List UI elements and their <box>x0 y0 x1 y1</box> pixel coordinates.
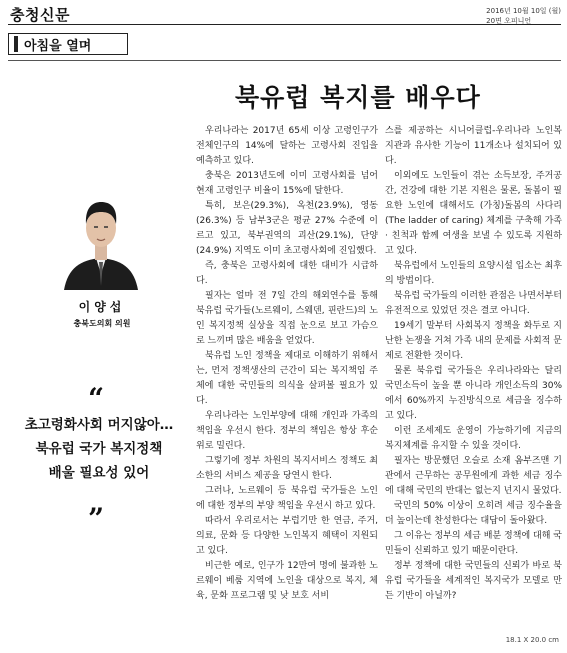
paragraph: 충북은 2013년도에 이미 고령사회를 넘어 현재 고령인구 비율이 15%에 달한다. <box>196 171 378 196</box>
paragraph: 그렇기에 정부 차원의 복지서비스 정책도 최소한의 서비스 제공을 당연시 한다. <box>196 456 378 481</box>
paragraph: 북유럽에서 노인들의 요양시설 입소는 최후의 방법이다. <box>385 261 562 286</box>
pullquote-line: 배울 필요성 있어 <box>48 465 150 481</box>
paragraph: 그러나, 노르웨이 등 북유럽 국가들은 노인에 대한 정부의 부양 책임을 우선시 하고 있다. <box>196 486 378 511</box>
paragraph: 북유럽 국가들의 이러한 관점은 나면서부터 유전적으로 있었던 것은 결코 아니다. <box>385 291 562 316</box>
article-column-1 <box>196 124 378 604</box>
paragraph: 특히, 보은(29.3%), 옥천(23.9%), 영동(26.3%) 등 남부3군은 평균 27% 수준에 이르고 있고, 북부권역의 괴산(29.1%), 단양(24.9%) 지역도 이미 초고령사회에 진입했다. <box>196 201 378 256</box>
paragraph: 북유럽 노인 정책을 제대로 이해하기 위해서는, 먼저 정책생산의 근간이 되는 복지책임 주체에 대한 국민들의 의식을 살펴볼 필요가 있다. <box>196 351 378 406</box>
headline: 북유럽 복지를 배우다 <box>235 83 481 112</box>
pullquote-line: 북유럽 국가 복지정책 <box>35 441 163 457</box>
top-rule <box>8 24 561 25</box>
page-section: 20면 오피니언 <box>486 17 532 25</box>
author-title: 충북도의회 의원 <box>73 319 131 328</box>
paragraph: 필자는 방문했던 오슬로 소재 옴부즈맨 기관에서 근무하는 공무원에게 과한 세금 징수에 대해 국민의 반대는 없는지 넌지시 물었다. <box>385 456 562 496</box>
author-name: 이양섭 <box>78 300 126 314</box>
pullquote <box>14 413 184 485</box>
author-photo <box>60 190 142 290</box>
issue-date: 2016년 10월 10일 (월) <box>486 7 561 15</box>
paragraph: 따라서 우리로서는 부럽기만 한 연금, 주거, 의료, 문화 등 다양한 노인복지 혜택이 지원되고 있다. <box>196 516 378 556</box>
paragraph-continued: 스를 제공하는 시니어클럽-우리나라 노인복지관과 유사한 기능이 11개소나 설치되어 있다. <box>385 126 562 166</box>
paragraph: 비근한 예로, 인구가 12만여 명에 불과한 노르웨이 베룸 지역에 노인을 대상으로 복지, 체육, 문화 프로그램 및 낮 보호 서비 <box>196 561 378 601</box>
paragraph: 즉, 충북은 고령사회에 대한 대비가 시급하다. <box>196 261 378 286</box>
paragraph: 그 이유는 정부의 세금 배분 정책에 대해 국민들이 신뢰하고 있기 때문이란다. <box>385 531 562 556</box>
section-rule <box>8 60 561 61</box>
column-label-bar <box>14 36 18 52</box>
quote-close-mark: ” <box>88 502 105 535</box>
dateline <box>486 6 561 26</box>
newspaper-masthead: 충청신문 <box>10 6 70 24</box>
article-column-2 <box>385 124 562 604</box>
column-label: 아침을 열며 <box>24 38 92 54</box>
paragraph: 19세기 말부터 사회복지 정책을 화두로 지난한 논쟁을 거쳐 가족 내의 문제를 사회적 문제로 전환한 것이다. <box>385 321 562 361</box>
paragraph: 필자는 얼마 전 7일 간의 해외연수를 통해 북유럽 국가들(노르웨이, 스웨덴, 핀란드)의 노인 복지정책 실상을 직접 눈으로 보고 가슴으로 느끼며 많은 배움을 얻었다. <box>196 291 378 346</box>
paragraph: 이런 조세제도 운영이 가능하기에 지금의 복지체계를 유지할 수 있을 것이다. <box>385 426 562 451</box>
column-label-box <box>8 33 128 55</box>
paragraph: 국민의 50% 이상이 오히려 세금 징수율을 더 높이는데 찬성한다는 대답이 돌아왔다. <box>385 501 562 526</box>
paragraph: 정부 정책에 대한 국민들의 신뢰가 바로 북유럽 국가들을 세계적인 복지국가 모델로 만든 기반이 아닐까? <box>385 561 562 601</box>
pullquote-line: 초고령화사회 머지않아… <box>24 417 174 433</box>
paragraph: 이외에도 노인들이 겪는 소득보장, 주거공간, 건강에 대한 기본 지원은 물론, 돌봄이 필요한 노인에 대해서도 (가칭)돌봄의 사다리(The ladder of caring) 체계를 구축해 가족 · 친척과 함께 여생을 보낼 수 있도록 지원하고 있다. <box>385 171 562 256</box>
quote-open-mark: “ <box>88 382 105 415</box>
clipping-size-note: 18.1 X 20.0 cm <box>505 636 559 644</box>
paragraph: 우리나라는 2017년 65세 이상 고령인구가 전체인구의 14%에 달하는 고령사회 진입을 예측하고 있다. <box>196 126 378 166</box>
paragraph: 물론 북유럽 국가들은 우리나라와는 달리 국민소득이 높을 뿐 아니라 개인소득의 30%에서 60%까지 누진방식으로 세금을 징수하고 있다. <box>385 366 562 421</box>
paragraph: 우리나라는 노인부양에 대해 개인과 가족의 책임을 우선시 한다. 정부의 책임은 항상 후순위로 밀린다. <box>196 411 378 451</box>
